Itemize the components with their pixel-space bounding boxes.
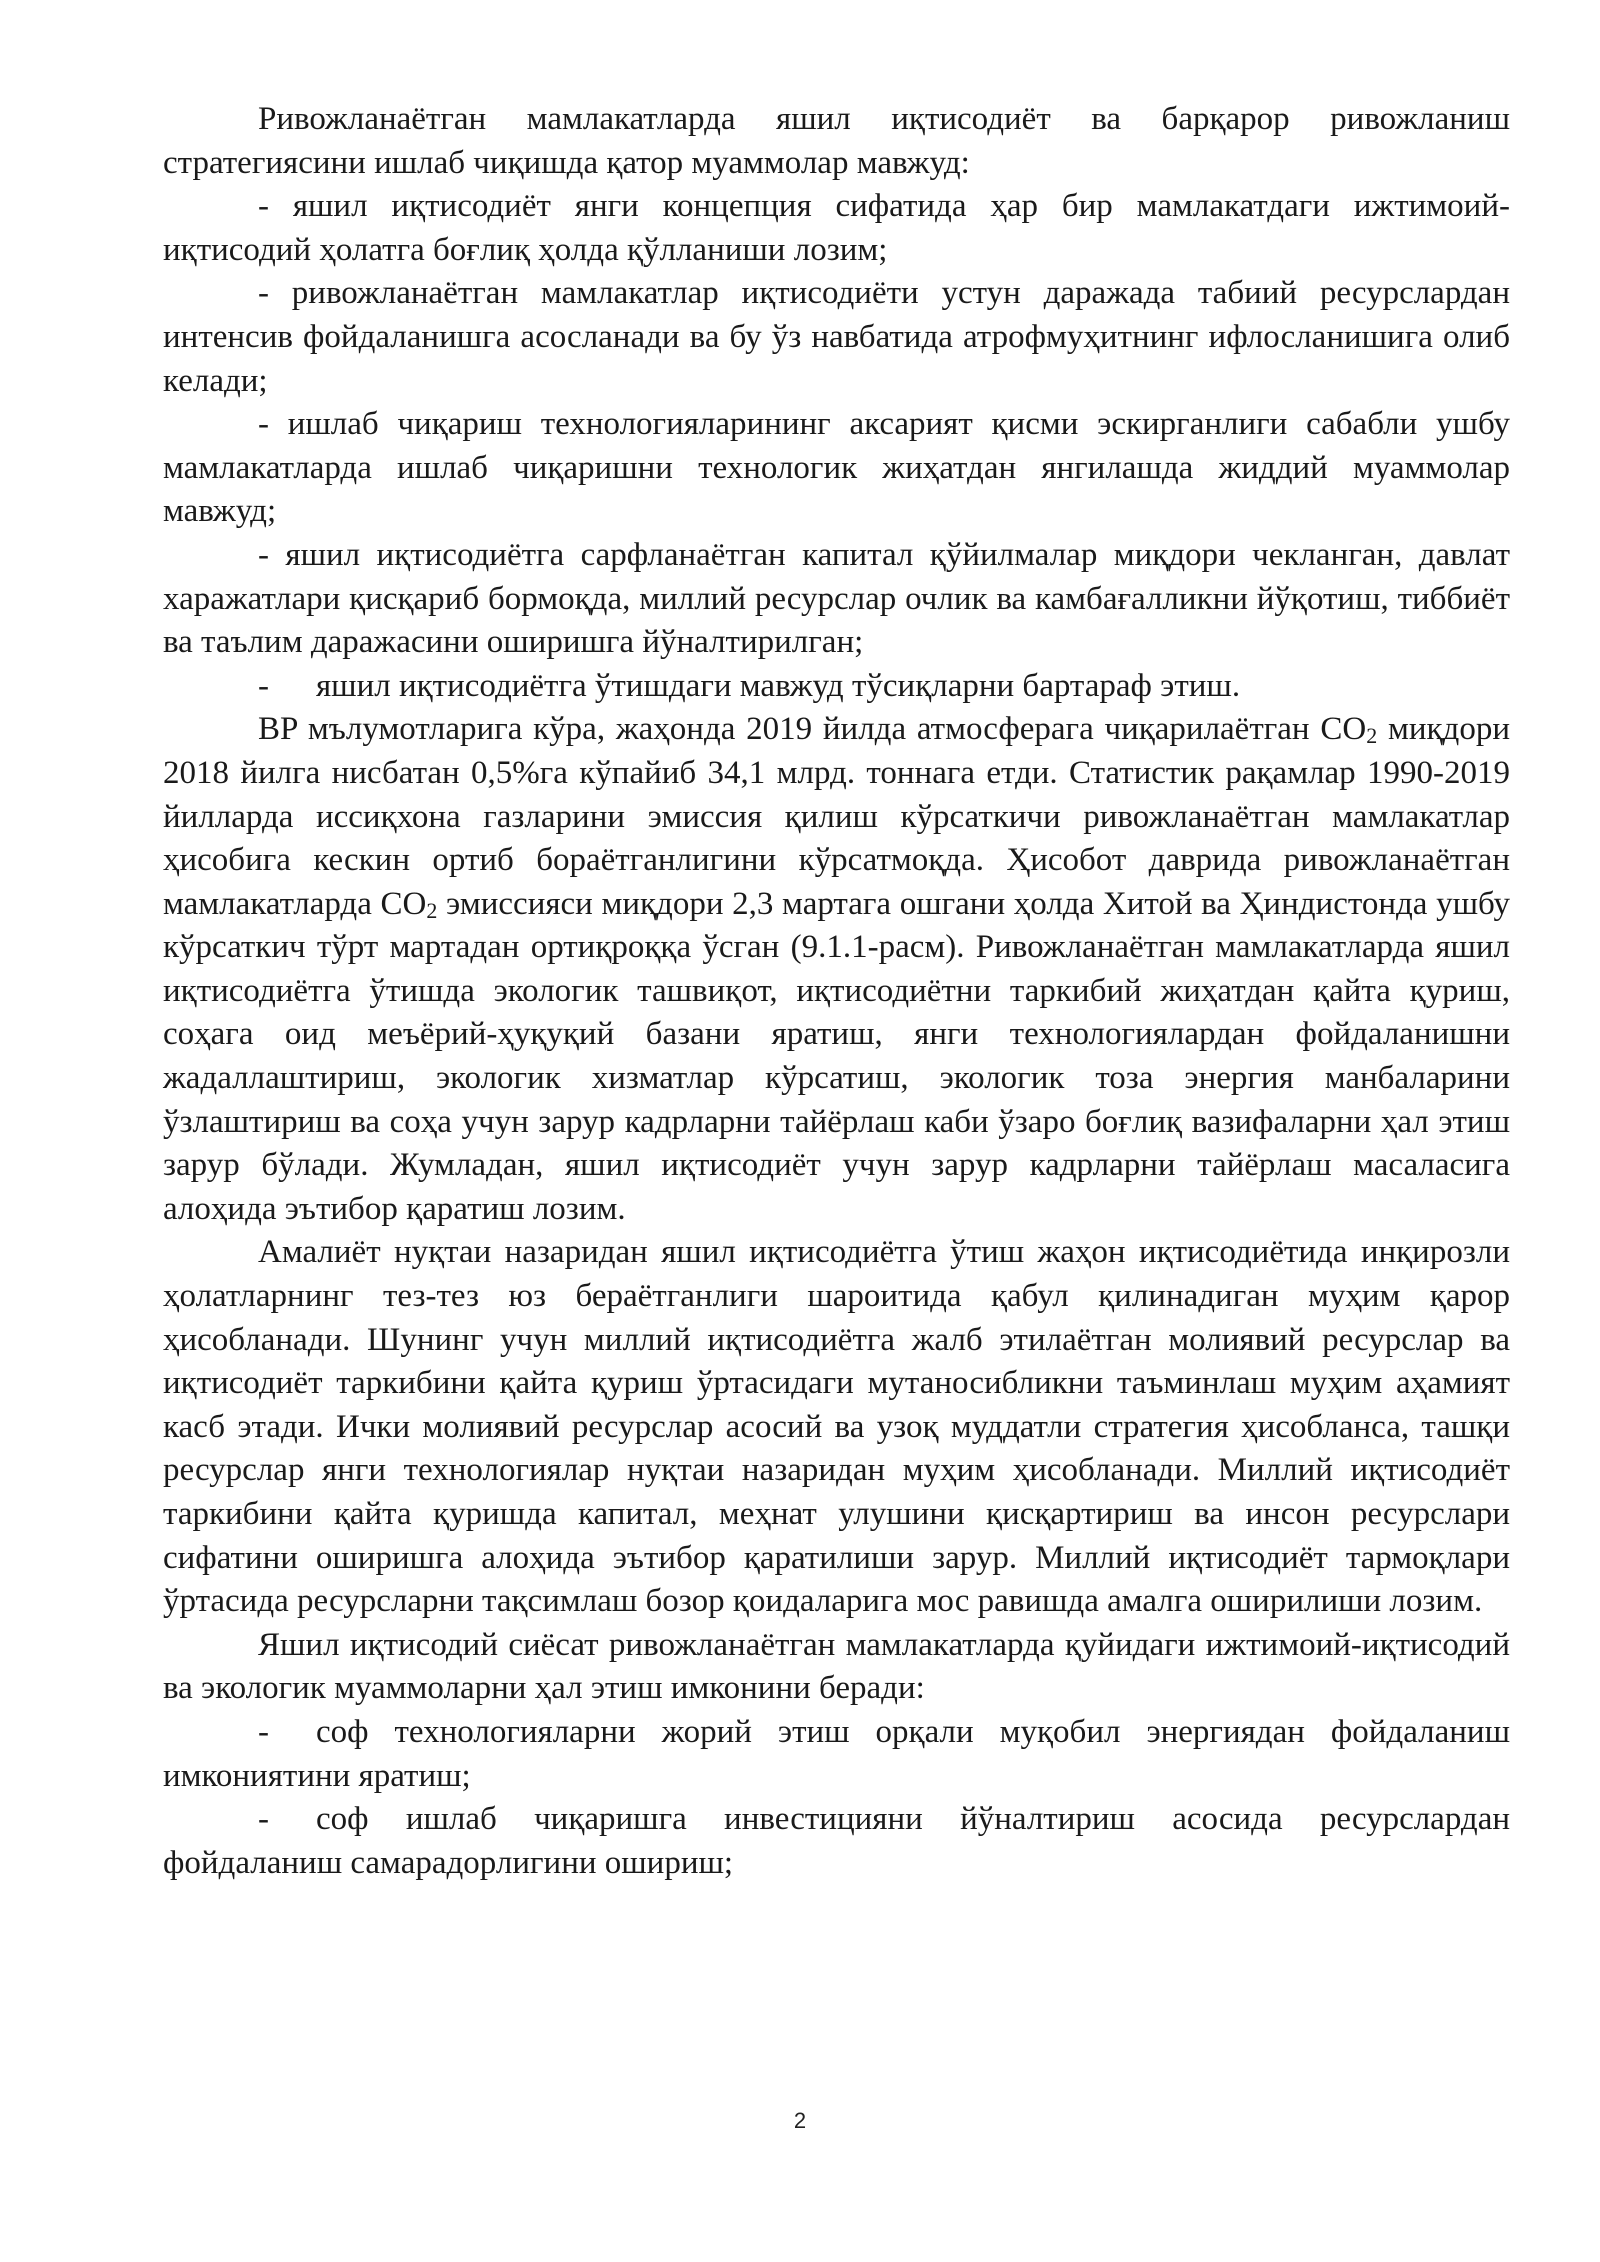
list-item-text: яшил иқтисодиётга ўтишдаги мавжуд тўсиқларни бартараф этиш.: [316, 667, 1241, 704]
list-dash: -: [258, 1801, 269, 1838]
text-segment: миқдори 2018 йилга нисбатан 0,5%га кўпайиб 34,1 млрд. тоннага етди. Статистик рақамлар 1990-2019 йилларда иссиқхона газларини эмиссия қилиш кўрсаткичи ривожланаётган мамлакатлар ҳисобига кескин ортиб бораётганлигини кўрсатмоқда. Ҳисобот даврида ривожланаётган мамлакатларда CO: [163, 711, 1510, 922]
list-dash: -: [258, 1713, 269, 1750]
list-item-technology: - ишлаб чиқариш технологияларининг аксарият қисми эскирганлиги сабабли ушбу мамлакатларда ишлаб чиқаришни технологик жиҳатдан янгилашда жиддий муаммолар мавжуд;: [163, 406, 1510, 530]
list-item-natural-resources: - ривожланаётган мамлакатлар иқтисодиёти устун даражада табиий ресурслардан интенсив фойдаланишга асосланади ва бу ўз навбатида атрофмуҳитнинг ифлосланишига олиб келади;: [163, 275, 1510, 399]
list-item-concept: - яшил иқтисодиёт янги концепция сифатида ҳар бир мамлакатдаги ижтимоий-иқтисодий ҳолатга боғлиқ ҳолда қўлланиши лозим;: [163, 188, 1510, 268]
paragraph-green-policy: Яшил иқтисодий сиёсат ривожланаётган мамлакатларда қуйидаги ижтимоий-иқтисодий ва экологик муаммоларни ҳал этиш имконини беради:: [163, 1626, 1510, 1707]
paragraph-intro: Ривожланаётган мамлакатларда яшил иқтисодиёт ва барқарор ривожланиш стратегиясини ишлаб чиқишда қатор муаммолар мавжуд:: [163, 101, 1510, 181]
list-item-text: соф ишлаб чиқаришга инвестицияни йўналтириш асосида ресурслардан фойдаланиш самарадорлигини ошириш;: [163, 1801, 1510, 1881]
subscript: 2: [1366, 723, 1378, 749]
list-item-capital: - яшил иқтисодиётга сарфланаётган капитал қўйилмалар миқдори чекланган, давлат харажатлари қисқариб бормоқда, миллий ресурслар очлик ва камбағалликни йўқотиш, тиббиёт ва таълим даражасини оширишга йўналтирилган;: [163, 536, 1510, 661]
subscript: 2: [426, 897, 438, 923]
paragraph-practice: Амалиёт нуқтаи назаридан яшил иқтисодиётга ўтиш жаҳон иқтисодиётида инқирозли ҳолатларнинг тез-тез юз бераётганлиги шароитида қабул қилинадиган муҳим қарор ҳисобланади. Шунинг учун миллий иқтисодиётга жалб этилаётган молиявий ресурслар ва иқтисодиёт таркибини қайта қуриш ўртасидаги мутаносибликни таъминлаш муҳим аҳамият касб этади. Ички молиявий ресурслар асосий ва узоқ муддатли стратегия ҳисобланса, ташқи ресурслар янги технологиялар нуқтаи назаридан муҳим ҳисобланади. Миллий иқтисодиёт таркибини қайта қуришда капитал, меҳнат улушини қисқартириш ва инсон ресурслари сифатини оширишга алоҳида эътибор қаратилиши зарур. Миллий иқтисодиёт тармоқлари ўртасида ресурсларни тақсимлаш бозор қоидаларига мос равишда амалга оширилиши лозим.: [163, 1234, 1510, 1620]
list-dash: -: [258, 667, 269, 704]
list-item-clean-tech: [163, 1711, 1510, 1798]
text-segment: BP мълумотларига кўра, жаҳонда 2019 йилда атмосферага чиқарилаётган CO: [258, 711, 1367, 748]
document-body: [163, 98, 1510, 1885]
list-item-text: соф технологияларни жорий этиш орқали муқобил энергиядан фойдаланиш имкониятини яратиш;: [163, 1713, 1510, 1794]
text-segment: эмиссияси миқдори 2,3 мартага ошгани ҳолда Хитой ва Ҳиндистонда ушбу кўрсаткич тўрт мартадан ортиқроққа ўсган (9.1.1-расм). Ривожланаётган мамлакатларда яшил иқтисодиётга ўтишда экологик ташвиқот, иқтисодиётни таркибий жиҳатдан қайта қуриш, соҳага оид меъёрий-ҳуқуқий базани яратиш, янги технологиялардан фойдаланишни жадаллаштириш, экологик хизматлар кўрсатиш, экологик тоза энергия манбаларини ўзлаштириш ва соҳа учун зарур кадрларни тайёрлаш каби ўзаро боғлиқ вазифаларни ҳал этиш зарур бўлади. Жумладан, яшил иқтисодиёт учун зарур кадрларни тайёрлаш масаласига алоҳида эътибор қаратиш лозим.: [163, 885, 1511, 1227]
paragraph-bp-data: [163, 708, 1510, 1231]
list-item-barriers: [163, 665, 1510, 709]
list-item-investment: [163, 1798, 1510, 1885]
page-number: 2: [793, 2108, 807, 2133]
